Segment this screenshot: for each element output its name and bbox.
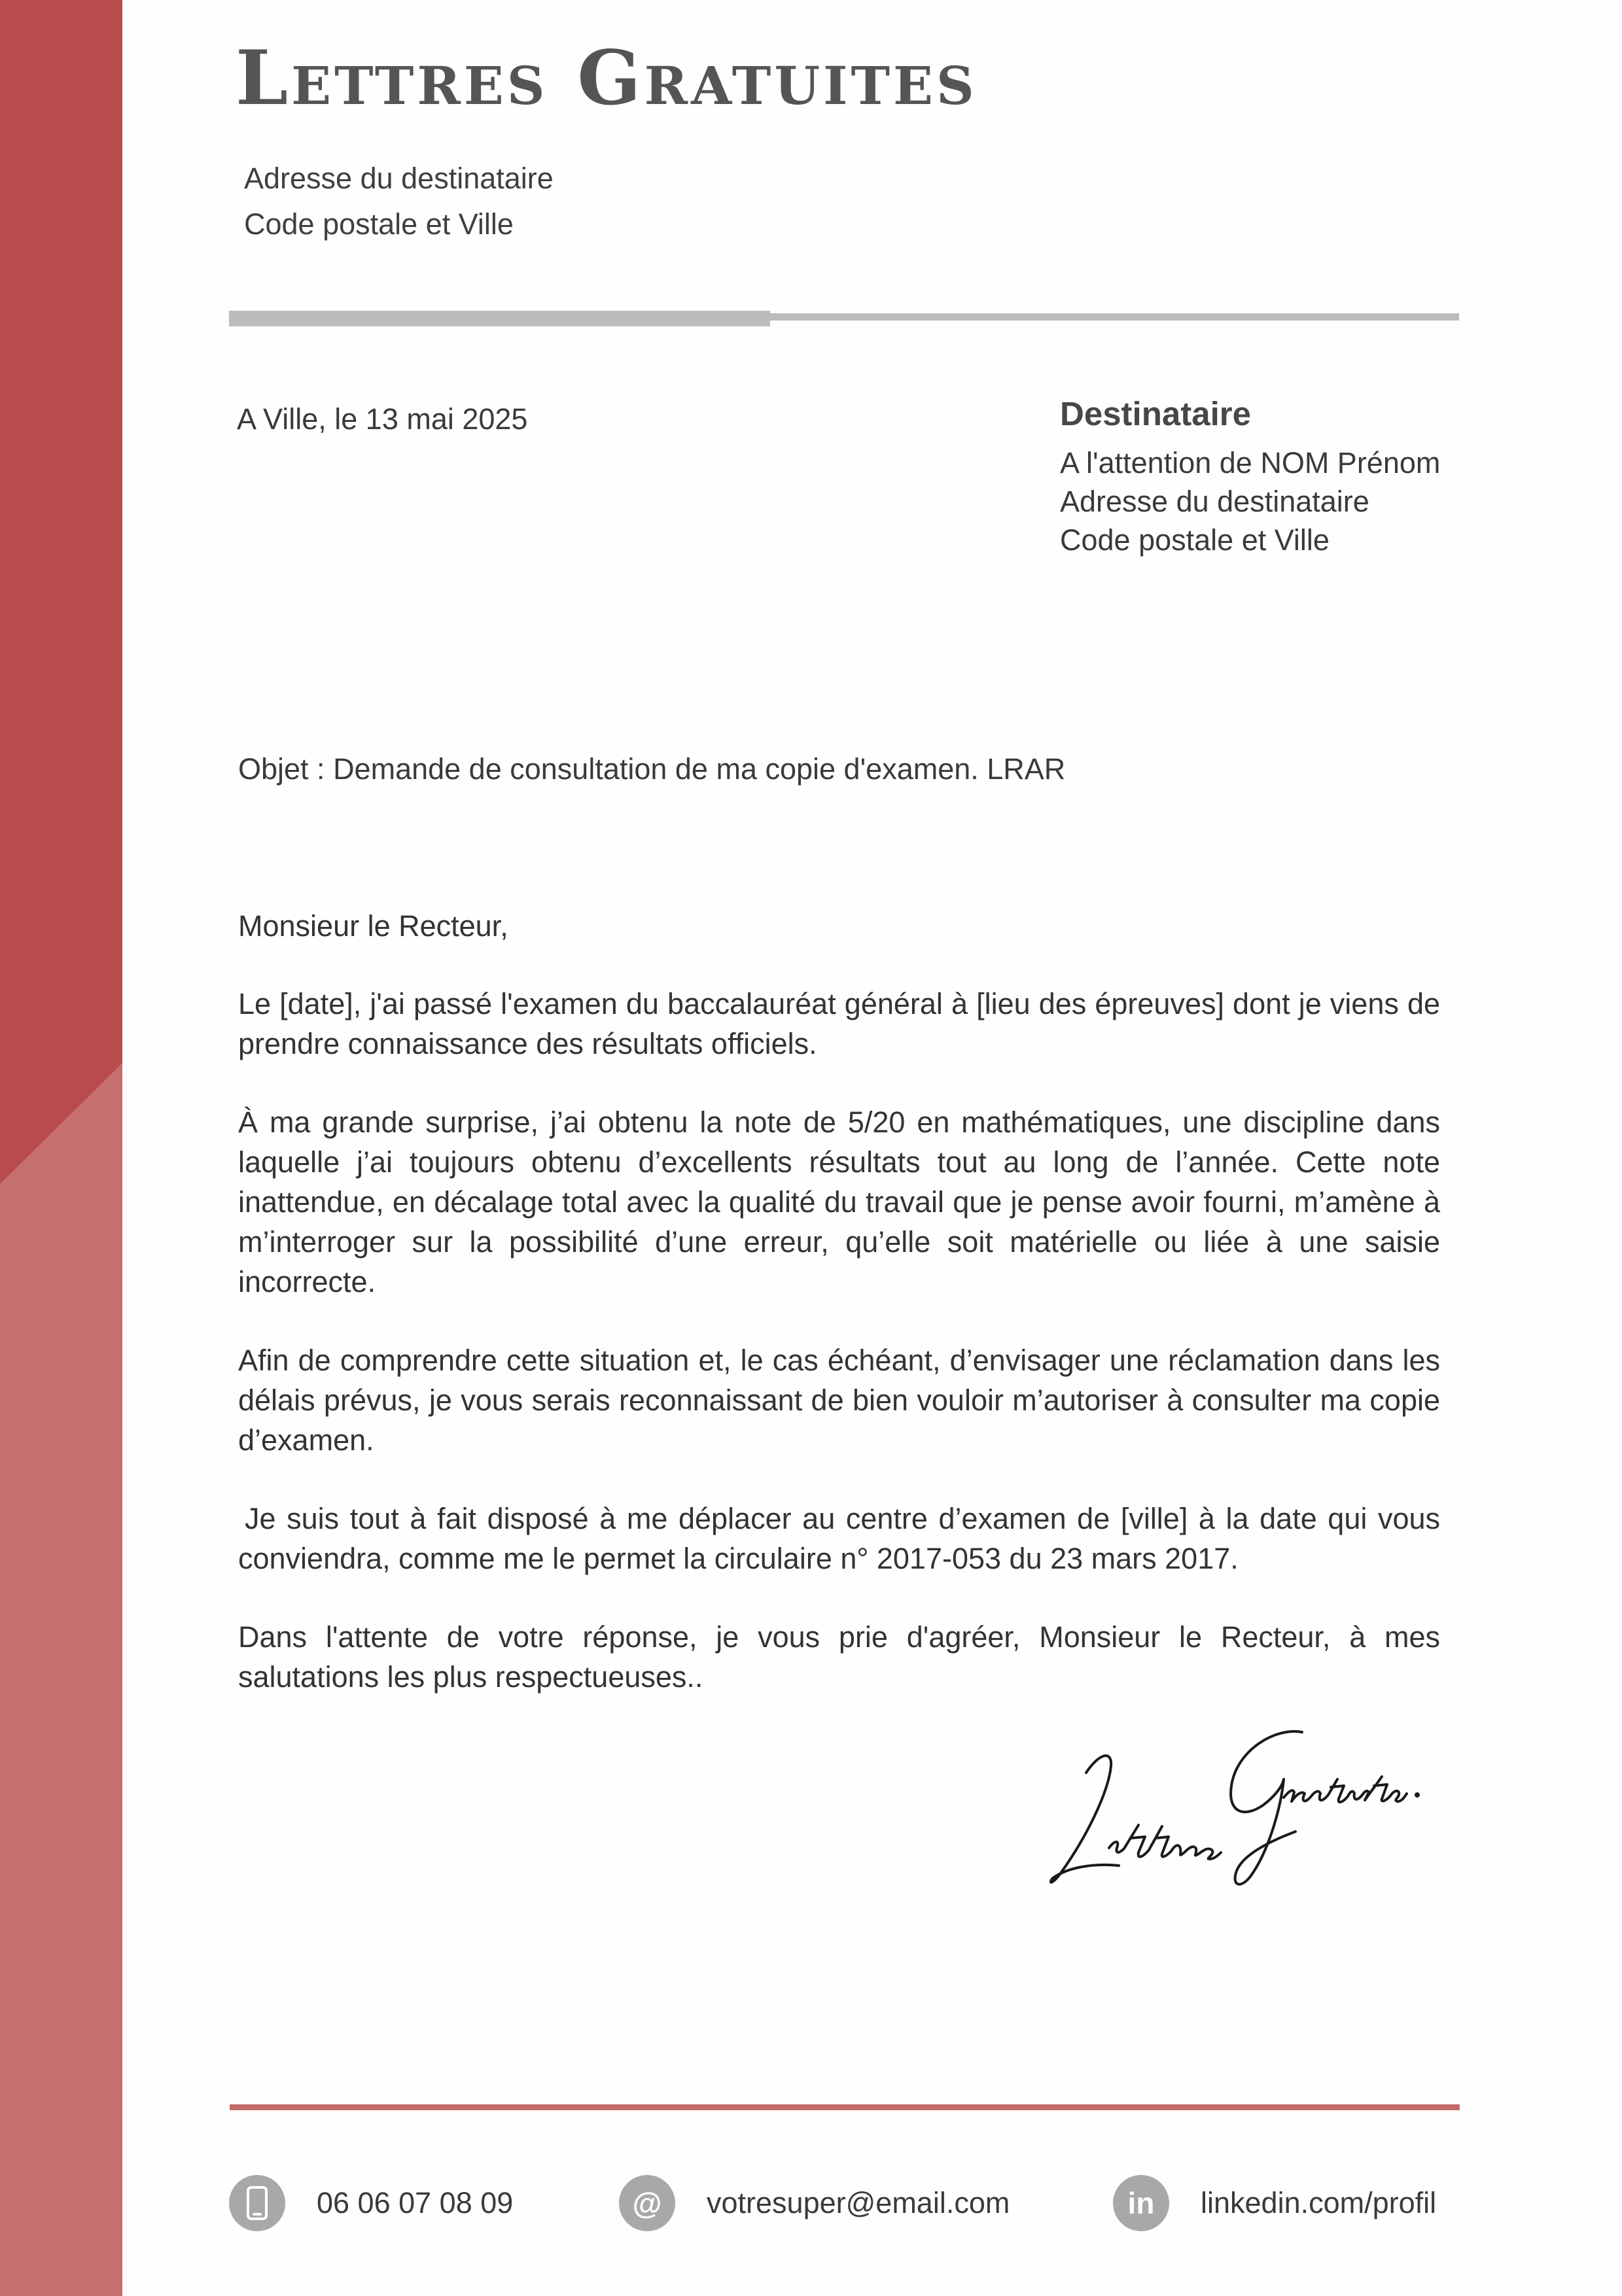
- recipient-city: Code postale et Ville: [1060, 523, 1330, 557]
- sender-address: [244, 156, 554, 247]
- header-rule-thick: [229, 311, 770, 326]
- paragraph-5: Dans l'attente de votre réponse, je vous prie d'agréer, Monsieur le Recteur, à mes salutations les plus respectueuses..: [238, 1620, 1440, 1694]
- sender-name: Lettres Gratuites: [236, 34, 978, 122]
- at-icon: @: [619, 2175, 675, 2231]
- sidebar-dark-band: [0, 0, 122, 1184]
- linkedin-icon: in: [1113, 2175, 1169, 2231]
- phone-number: 06 06 07 08 09: [317, 2186, 514, 2219]
- recipient-block: [1060, 392, 1440, 559]
- paragraph-4: Je suis tout à fait disposé à me déplacer au centre d’examen de [ville] à la date qui vous conviendra, comme me le permet la circulaire n° 2017-053 du 23 mars 2017.: [238, 1502, 1440, 1575]
- paragraph-3: Afin de comprendre cette situation et, le cas échéant, d’envisager une réclamation dans les délais prévus, je vous serais reconnaissant de bien vouloir m’autoriser à consulter ma copie d’examen.: [238, 1344, 1440, 1457]
- sender-address-line2: Code postale et Ville: [244, 207, 514, 241]
- handwritten-signature: [1040, 1714, 1426, 1897]
- contact-linkedin: [1113, 2175, 1436, 2231]
- recipient-address: Adresse du destinataire: [1060, 485, 1369, 518]
- sender-address-line1: Adresse du destinataire: [244, 162, 554, 195]
- recipient-title: Destinataire: [1060, 395, 1251, 432]
- header-rule-thin: [770, 313, 1459, 321]
- letter-date: A Ville, le 13 mai 2025: [237, 402, 528, 436]
- paragraph-2: À ma grande surprise, j’ai obtenu la note de 5/20 en mathématiques, une discipline dans laquelle j’ai toujours obtenu d’excellents résultats tout au long de l’année. Cette note inattendue, en décalage total avec la qualité du travail que je pense avoir fourni, m’amène à m’interroger sur la possibilité d’une erreur, qu’elle soit matérielle ou liée à une saisie incorrecte.: [238, 1105, 1440, 1298]
- letter-subject: Objet : Demande de consultation de ma copie d'examen. LRAR: [238, 752, 1066, 786]
- linkedin-url: linkedin.com/profil: [1201, 2186, 1437, 2219]
- email-address: votresuper@email.com: [707, 2186, 1010, 2219]
- paragraph-1: Le [date], j'ai passé l'examen du baccalauréat général à [lieu des épreuves] dont je viens de prendre connaissance des résultats officiels.: [238, 987, 1440, 1060]
- contact-phone: [229, 2175, 513, 2231]
- salutation: Monsieur le Recteur,: [238, 909, 508, 943]
- phone-icon: [229, 2175, 285, 2231]
- letter-body: [238, 906, 1440, 1735]
- contact-email: [619, 2175, 1010, 2231]
- footer-rule: [230, 2104, 1460, 2110]
- sidebar-decoration: [0, 0, 122, 2296]
- recipient-attention: A l'attention de NOM Prénom: [1060, 446, 1441, 479]
